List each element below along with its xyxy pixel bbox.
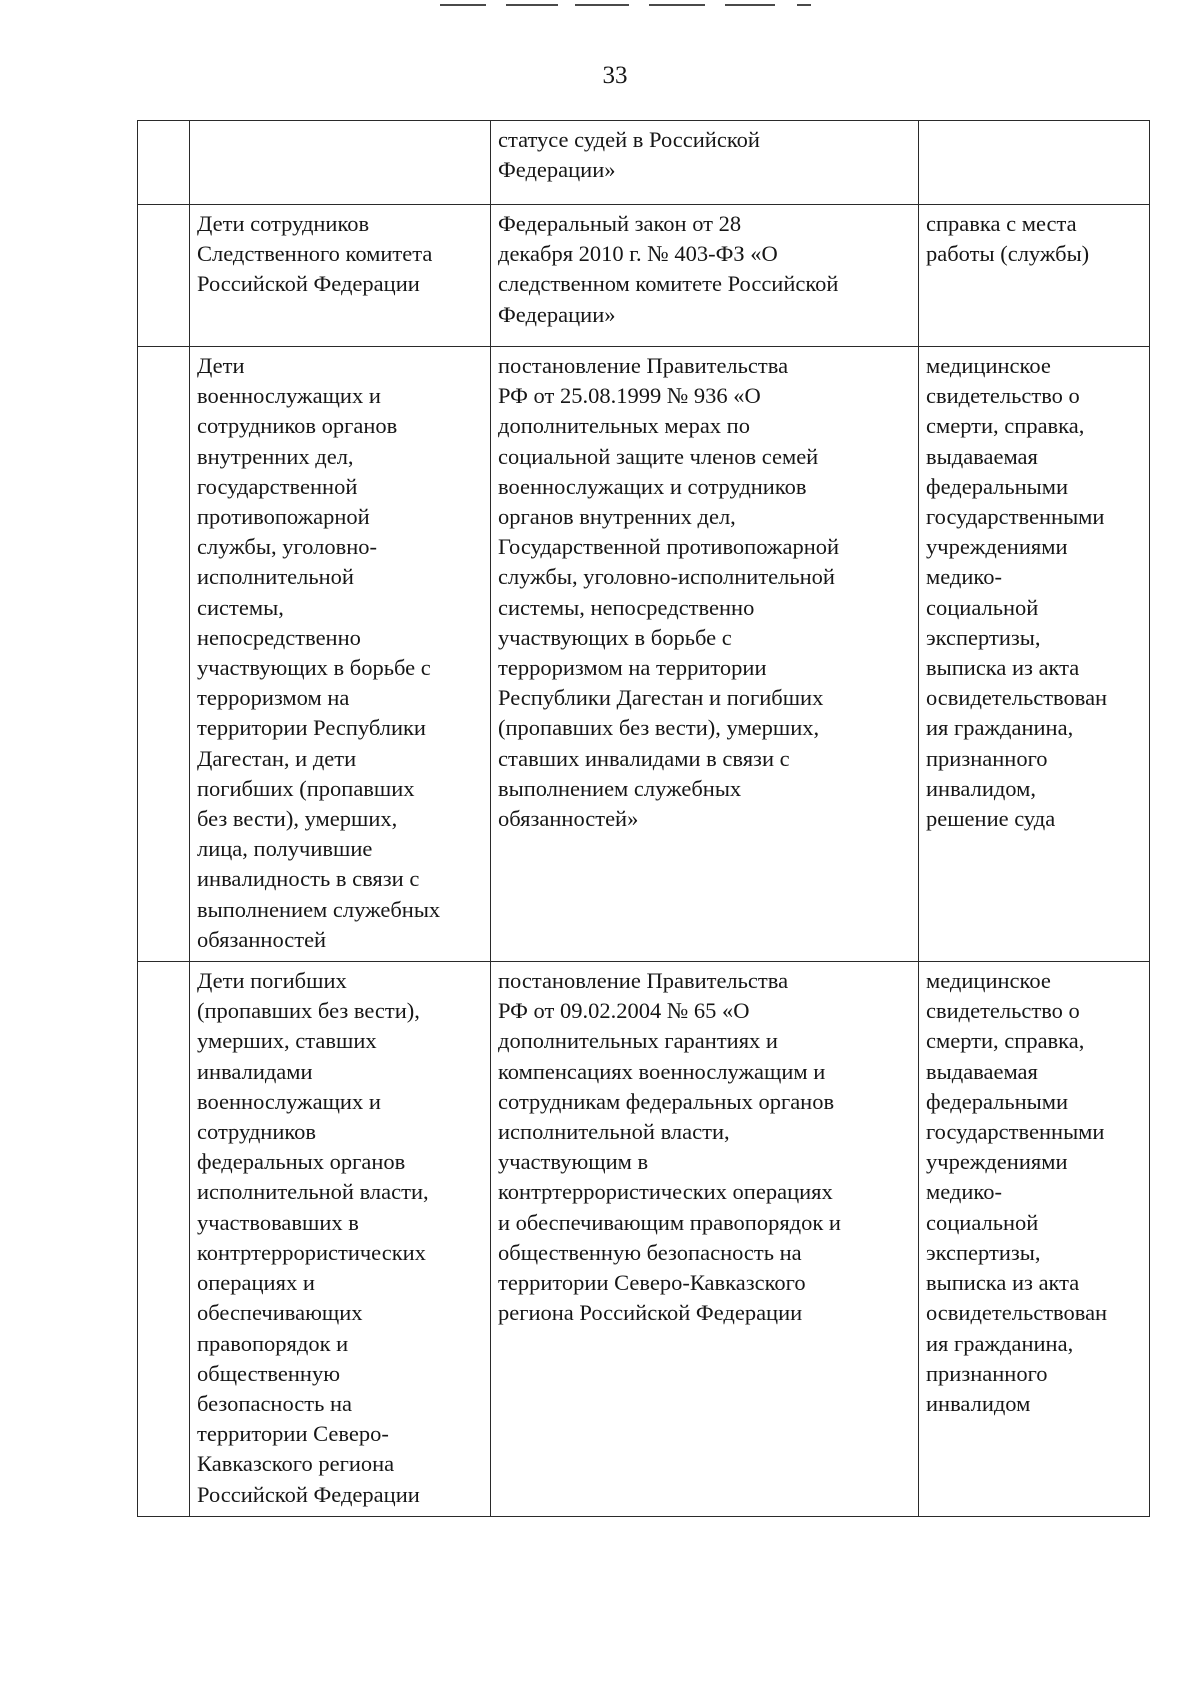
required-document-cell: справка с места работы (службы) [919, 205, 1150, 347]
category-cell: Дети погибших (пропавших без вести), умерших, ставших инвалидами военнослужащих и сотрудников федеральных органов исполнительной власти, участвовавших в контртеррористических операциях и обеспечивающих правопорядок и общественную безопасность на территории Северо- Кавказского региона Российской Федерации [190, 962, 491, 1517]
required-document-cell [919, 121, 1150, 205]
page-number: 33 [602, 62, 628, 89]
legal-basis-cell: постановление Правительства РФ от 25.08.1999 № 936 «О дополнительных мерах по социальной защите членов семей военнослужащих и сотрудников органов внутренних дел, Государственной противопожарной службы, уголовно-исполнительной системы, непосредственно участвующих в борьбе с терроризмом на территории Республики Дагестан и погибших (пропавших без вести), умерших, ставших инвалидами в связи с выполнением служебных обязанностей» [491, 347, 919, 962]
table-row [138, 962, 1150, 1517]
benefits-table [137, 120, 1150, 1517]
row-number-cell [138, 205, 190, 347]
legal-basis-cell: Федеральный закон от 28 декабря 2010 г. № 403-ФЗ «О следственном комитете Российской Федерации» [491, 205, 919, 347]
category-cell [190, 121, 491, 205]
table-row [138, 205, 1150, 347]
required-document-cell: медицинское свидетельство о смерти, справка, выдаваемая федеральными государственными учреждениями медико- социальной экспертизы, выписка из акта освидетельствован ия гражданина, признанного инвалидом, решение суда [919, 347, 1150, 962]
category-cell: Дети военнослужащих и сотрудников органов внутренних дел, государственной противопожарной службы, уголовно- исполнительной системы, непосредственно участвующих в борьбе с терроризмом на территории Республики Дагестан, и дети погибших (пропавших без вести), умерших, лица, получившие инвалидность в связи с выполнением служебных обязанностей [190, 347, 491, 962]
table-row [138, 121, 1150, 205]
category-cell: Дети сотрудников Следственного комитета Российской Федерации [190, 205, 491, 347]
legal-basis-cell: статусе судей в Российской Федерации» [491, 121, 919, 205]
row-number-cell [138, 962, 190, 1517]
row-number-cell [138, 347, 190, 962]
legal-basis-cell: постановление Правительства РФ от 09.02.2004 № 65 «О дополнительных гарантиях и компенсациях военнослужащим и сотрудникам федеральных органов исполнительной власти, участвующим в контртеррористических операциях и обеспечивающим правопорядок и общественную безопасность на территории Северо-Кавказского региона Российской Федерации [491, 962, 919, 1517]
row-number-cell [138, 121, 190, 205]
scan-top-marks [0, 0, 1200, 12]
required-document-cell: медицинское свидетельство о смерти, справка, выдаваемая федеральными государственными учреждениями медико- социальной экспертизы, выписка из акта освидетельствован ия гражданина, признанного инвалидом [919, 962, 1150, 1517]
table-row [138, 347, 1150, 962]
